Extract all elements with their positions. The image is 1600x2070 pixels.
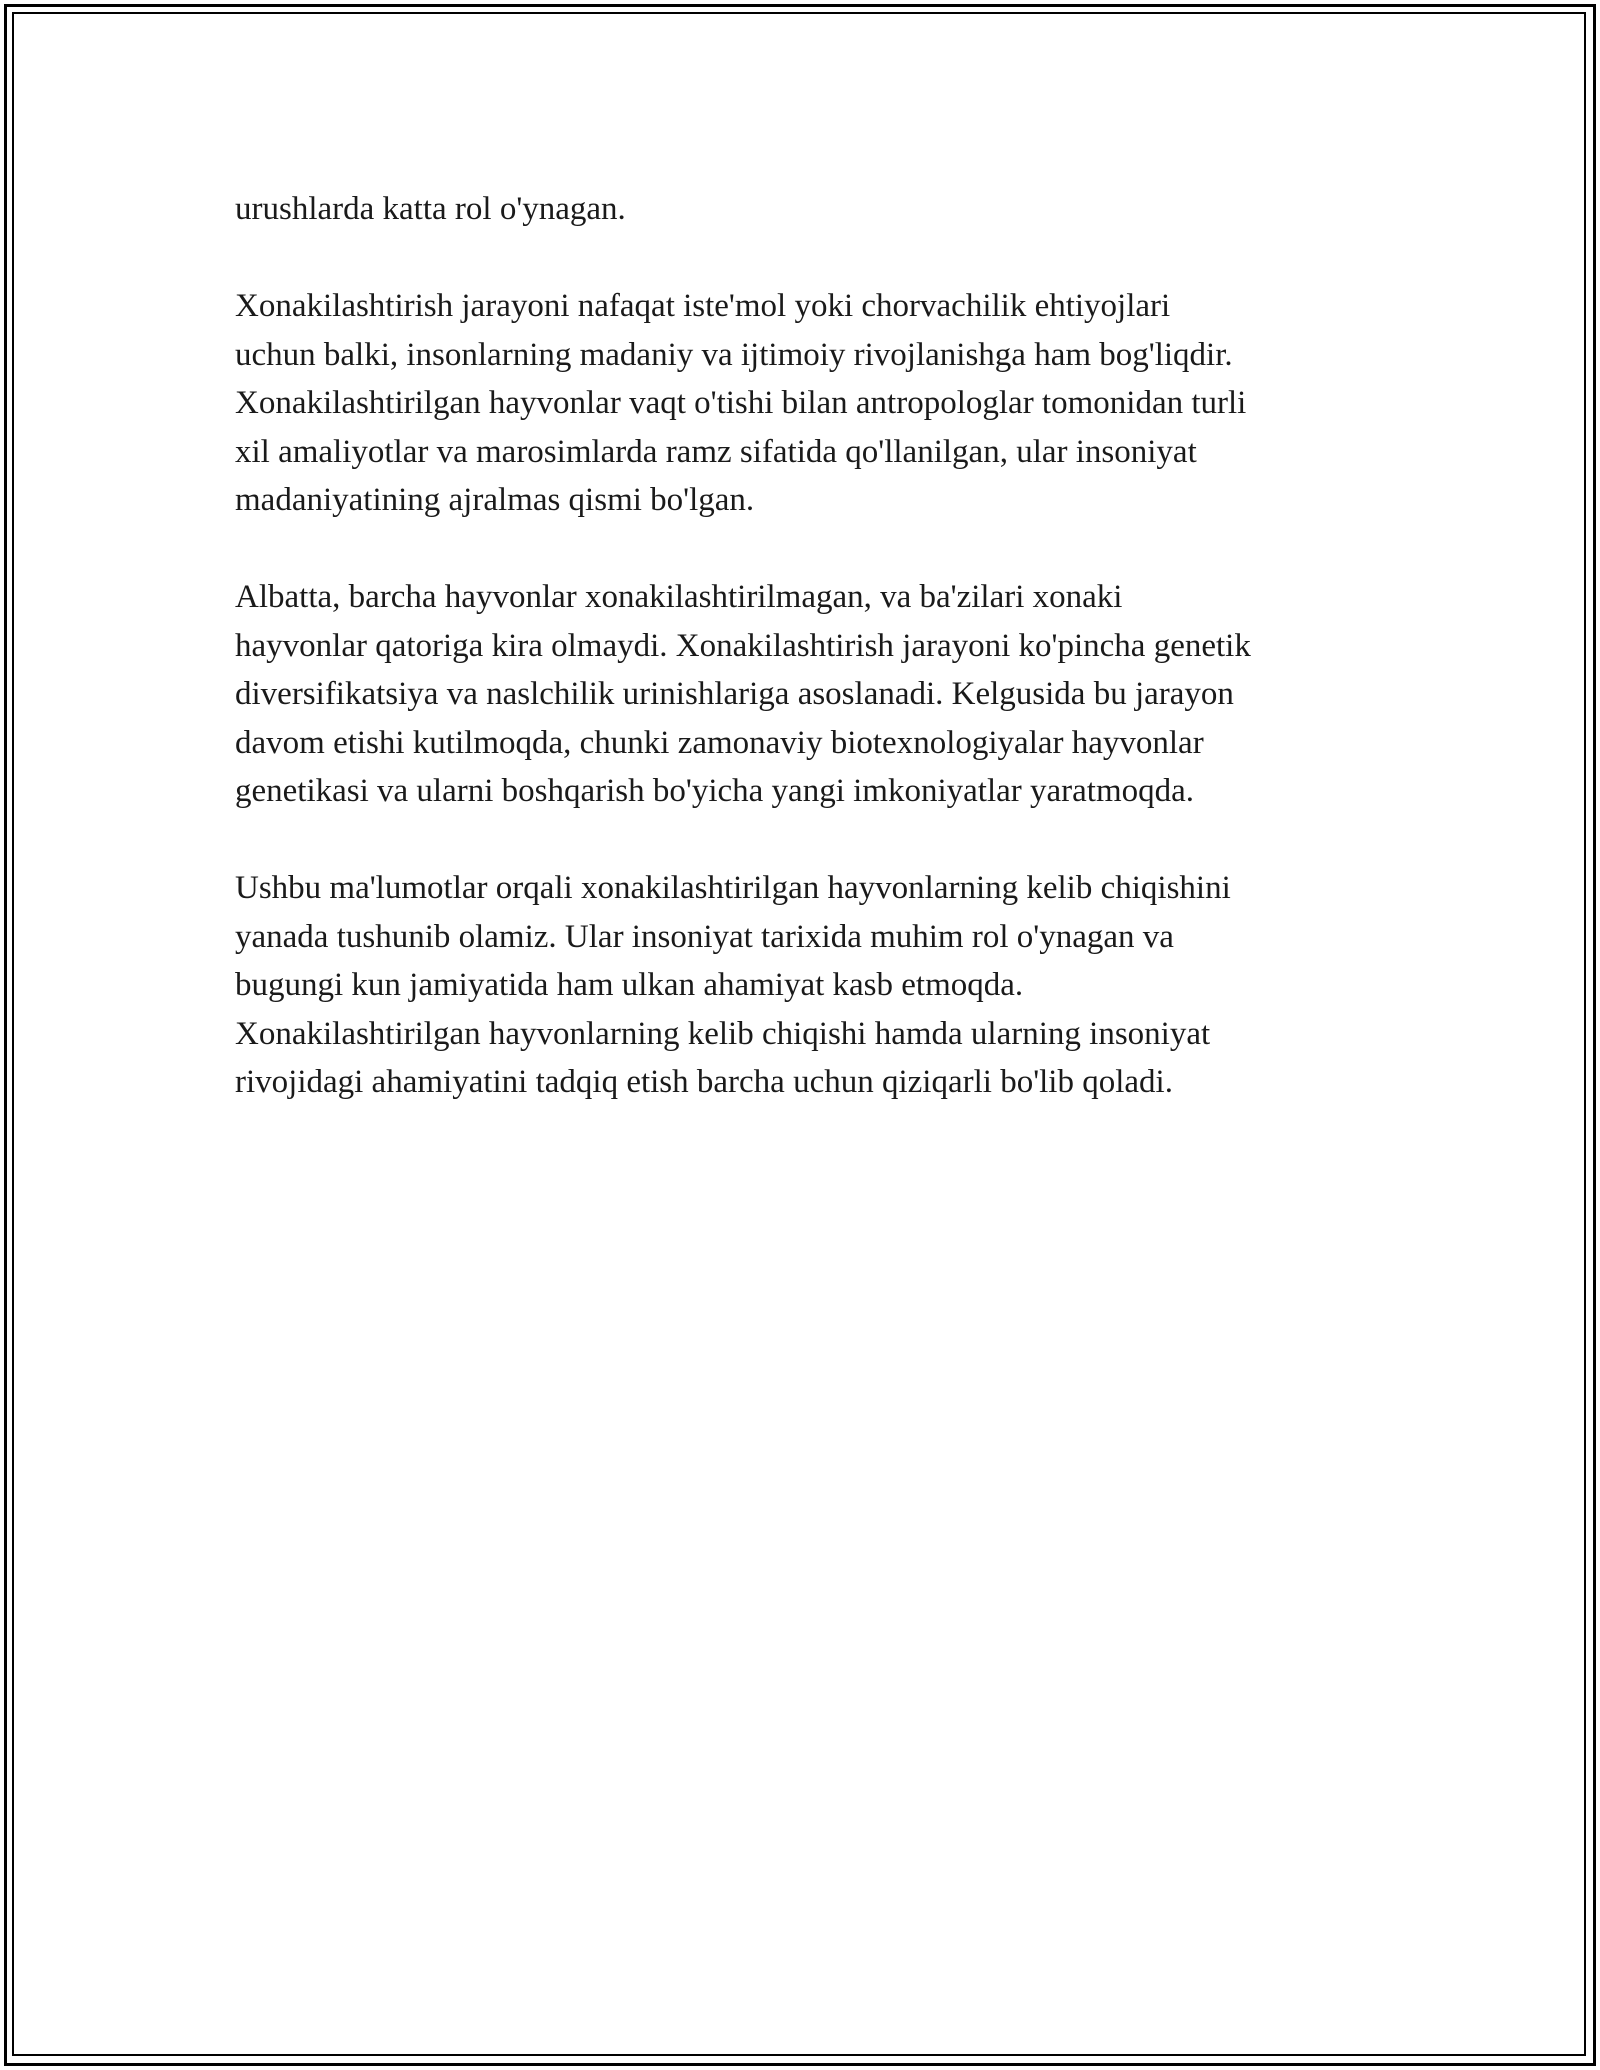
paragraph-2: Xonakilashtirish jarayoni nafaqat iste'mol yoki chorvachilik ehtiyojlari uchun balki, insonlarning madaniy va ijtimoiy rivojlanishga ham bog'liqdir. Xonakilashtirilgan hayvonlar vaqt o'tishi bilan antropologlar tomonidan turli xil amaliyotlar va marosimlarda ramz sifatida qo'llanilgan, ular insoniyat madaniyatining ajralmas qismi bo'lgan. [235, 288, 1247, 518]
paragraph-4: Ushbu ma'lumotlar orqali xonakilashtirilgan hayvonlarning kelib chiqishini yanada tushunib olamiz. Ular insoniyat tarixida muhim rol o'ynagan va bugungi kun jamiyatida ham ulkan ahamiyat kasb etmoqda. Xonakilashtirilgan hayvonlarning kelib chiqishi hamda ularning insoniyat rivojidagi ahamiyatini tadqiq etish barcha uchun qiziqarli bo'lib qoladi. [235, 870, 1231, 1100]
document-body [235, 185, 1385, 1107]
paragraph-3: Albatta, barcha hayvonlar xonakilashtirilmagan, va ba'zilari xonaki hayvonlar qatoriga kira olmaydi. Xonakilashtirish jarayoni ko'pincha genetik diversifikatsiya va naslchilik urinishlariga asoslanadi. Kelgusida bu jarayon davom etishi kutilmoqda, chunki zamonaviy biotexnologiyalar hayvonlar genetikasi va ularni boshqarish bo'yicha yangi imkoniyatlar yaratmoqda. [235, 579, 1251, 809]
paragraph-1: urushlarda katta rol o'ynagan. [235, 191, 626, 227]
